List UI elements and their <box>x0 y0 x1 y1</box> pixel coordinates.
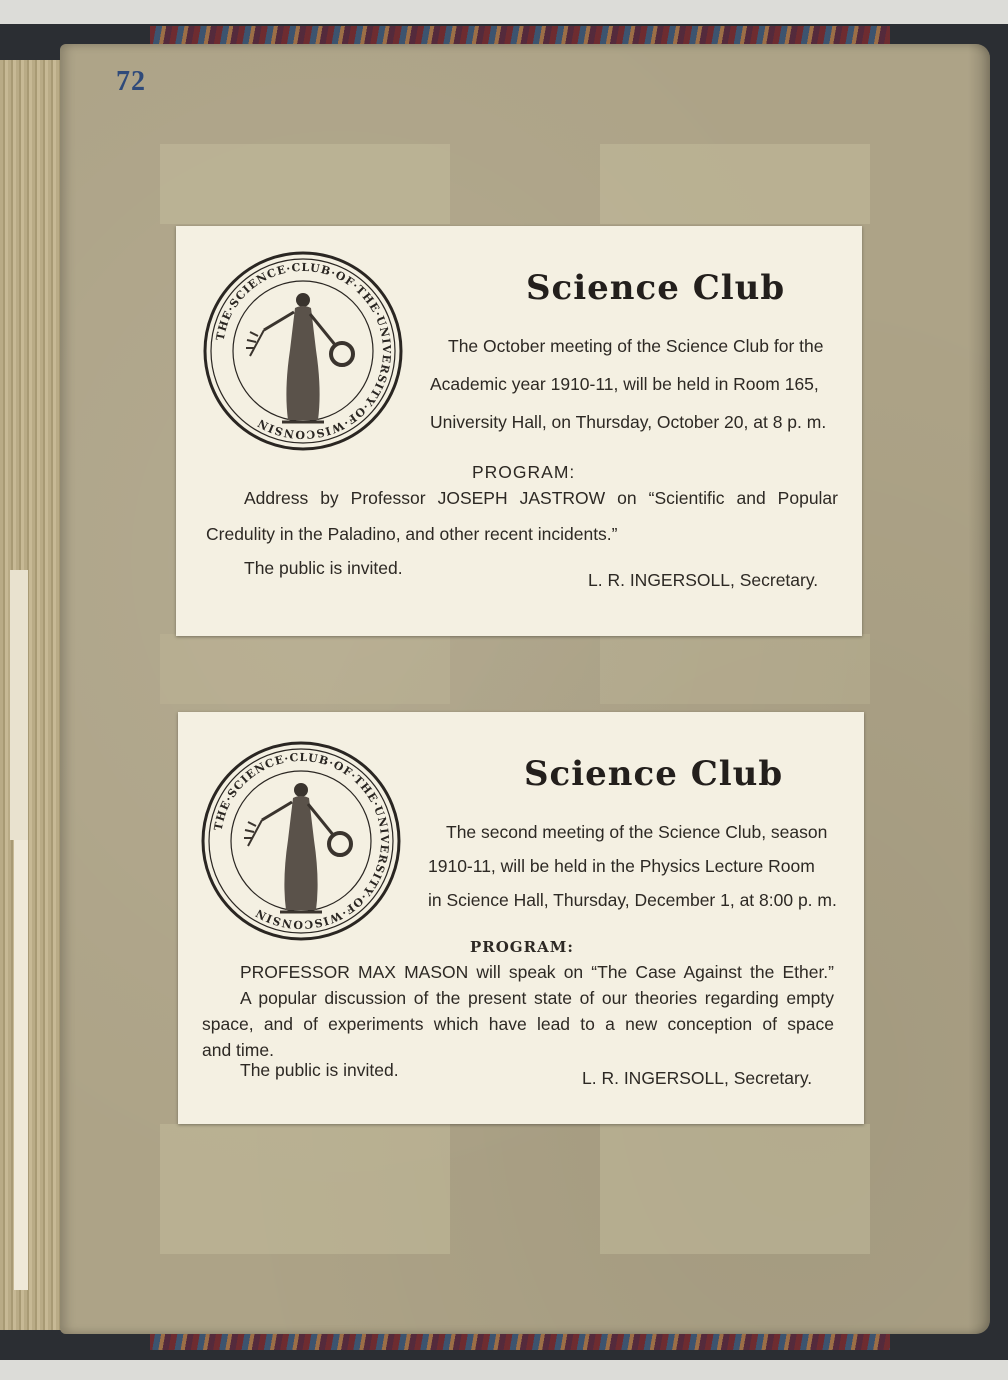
signature-line: L. R. INGERSOLL, Secretary. <box>588 570 819 590</box>
intro-line: Academic year 1910-11, will be held in Room 165, <box>430 374 819 394</box>
university-seal-icon <box>200 740 402 942</box>
program-line: PROFESSOR MAX MASON will speak on “The Case Against the Ether.” <box>240 962 834 982</box>
university-seal-icon <box>202 250 404 452</box>
intro-line: The second meeting of the Science Club, season <box>446 822 828 842</box>
page-shadow <box>968 44 990 1334</box>
intro-line: The October meeting of the Science Club for the <box>448 336 824 356</box>
invitation-card-2 <box>178 712 864 1124</box>
program-line: Address by Professor JOSEPH JASTROW on “Scientific and Popular <box>244 488 838 508</box>
program-line: and time. <box>202 1040 274 1060</box>
card-title: Science Club <box>524 754 784 794</box>
program-heading: PROGRAM: <box>472 462 576 482</box>
invitation-card-1 <box>176 226 862 636</box>
intro-line: 1910-11, will be held in the Physics Lecture Room <box>428 856 815 876</box>
invited-line: The public is invited. <box>240 1060 399 1080</box>
program-heading: PROGRAM: <box>470 938 574 956</box>
intro-line: in Science Hall, Thursday, December 1, at 8:00 p. m. <box>428 890 837 910</box>
intro-line: University Hall, on Thursday, October 20, at 8 p. m. <box>430 412 827 432</box>
svg-text:THE·SCIENCE·CLUB·OF·THE·UNIVER: THE·SCIENCE·CLUB·OF·THE·UNIVERSITY·OF·WISCONSIN <box>211 750 392 932</box>
signature-line: L. R. INGERSOLL, Secretary. <box>582 1068 813 1088</box>
svg-text:THE·SCIENCE·CLUB·OF·THE·UNIVER: THE·SCIENCE·CLUB·OF·THE·UNIVERSITY·OF·WISCONSIN <box>213 260 394 442</box>
program-line: A popular discussion of the present state of our theories regarding empty <box>240 988 834 1008</box>
page-number: 72 <box>116 66 146 97</box>
card-title: Science Club <box>526 268 786 308</box>
invited-line: The public is invited. <box>244 558 403 578</box>
page-edges <box>0 60 62 1330</box>
program-line: Credulity in the Paladino, and other recent incidents.” <box>206 524 618 544</box>
program-line: space, and of experiments which have lead to a new conception of space <box>202 1014 834 1034</box>
